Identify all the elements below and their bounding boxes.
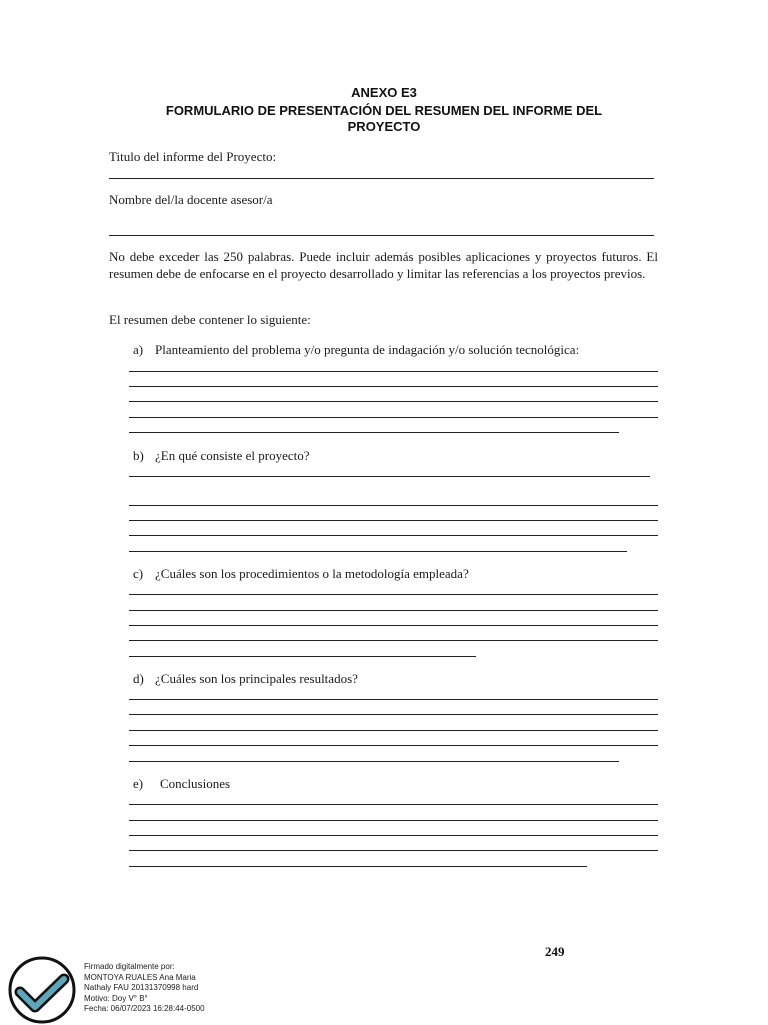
question-b-text: ¿En qué consiste el proyecto? [155, 448, 310, 463]
answer-line [129, 476, 650, 477]
answer-line [129, 866, 587, 867]
question-c [133, 566, 469, 582]
answer-line [129, 594, 658, 595]
answer-line [129, 730, 658, 731]
question-c-text: ¿Cuáles son los procedimientos o la metodología empleada? [155, 566, 469, 581]
checkmark-icon [7, 955, 77, 1025]
question-e [133, 776, 230, 792]
answer-line [129, 371, 658, 372]
annex-heading: ANEXO E3 [351, 85, 417, 100]
signature-line3: Nathaly FAU 20131370998 hard [84, 983, 199, 992]
answer-line [129, 401, 658, 402]
question-d-label: d) [133, 671, 144, 686]
advisor-label: Nombre del/la docente asesor/a [109, 192, 273, 207]
answer-line [129, 820, 658, 821]
question-e-label: e) [133, 776, 144, 791]
answer-line [129, 417, 658, 418]
question-c-label: c) [133, 566, 144, 581]
answer-line [129, 505, 658, 506]
answer-line [129, 804, 658, 805]
question-a-text: Planteamiento del problema y/o pregunta de indagación y/o solución tecnológica: [155, 342, 580, 357]
signature-line4: Motivo: Doy V° B° [84, 993, 148, 1003]
digital-signature [84, 962, 205, 1015]
answer-line [129, 432, 619, 433]
question-a-label: a) [133, 342, 144, 357]
project-title-label: Titulo del informe del Proyecto: [109, 149, 277, 164]
summary-intro: El resumen debe contener lo siguiente: [109, 312, 311, 327]
answer-line [129, 745, 658, 746]
question-d [133, 671, 358, 687]
answer-line [129, 535, 658, 536]
question-a [133, 342, 579, 358]
answer-line [129, 656, 476, 657]
form-title-line1: FORMULARIO DE PRESENTACIÓN DEL RESUMEN DEL INFORME DEL [165, 103, 603, 118]
answer-line [129, 761, 619, 762]
page-number: 249 [545, 944, 565, 959]
question-e-text: Conclusiones [160, 776, 231, 791]
answer-line [129, 699, 658, 700]
advisor-line [109, 235, 654, 236]
instructions-paragraph: No debe exceder las 250 palabras. Puede incluir además posibles aplicaciones y proyectos futuros. El resumen debe de enfocarse en el proyecto desarrollado y limitar las referencias a los proyectos previos. [109, 249, 658, 281]
answer-line [129, 625, 658, 626]
answer-line [129, 520, 658, 521]
question-d-text: ¿Cuáles son los principales resultados? [155, 671, 358, 686]
answer-line [129, 610, 658, 611]
answer-line [129, 850, 658, 851]
question-b [133, 448, 310, 464]
question-b-label: b) [133, 448, 144, 463]
project-title-line [109, 178, 654, 179]
answer-line [129, 835, 658, 836]
signature-line2: MONTOYA RUALES Ana Maria [84, 972, 196, 982]
form-title-line2: PROYECTO [347, 119, 421, 134]
answer-line [129, 640, 658, 641]
signature-line1: Firmado digitalmente por: [84, 962, 175, 971]
signature-line5: Fecha: 06/07/2023 16:28:44-0500 [84, 1004, 205, 1013]
answer-line [129, 551, 627, 552]
answer-line [129, 386, 658, 387]
answer-line [129, 714, 658, 715]
